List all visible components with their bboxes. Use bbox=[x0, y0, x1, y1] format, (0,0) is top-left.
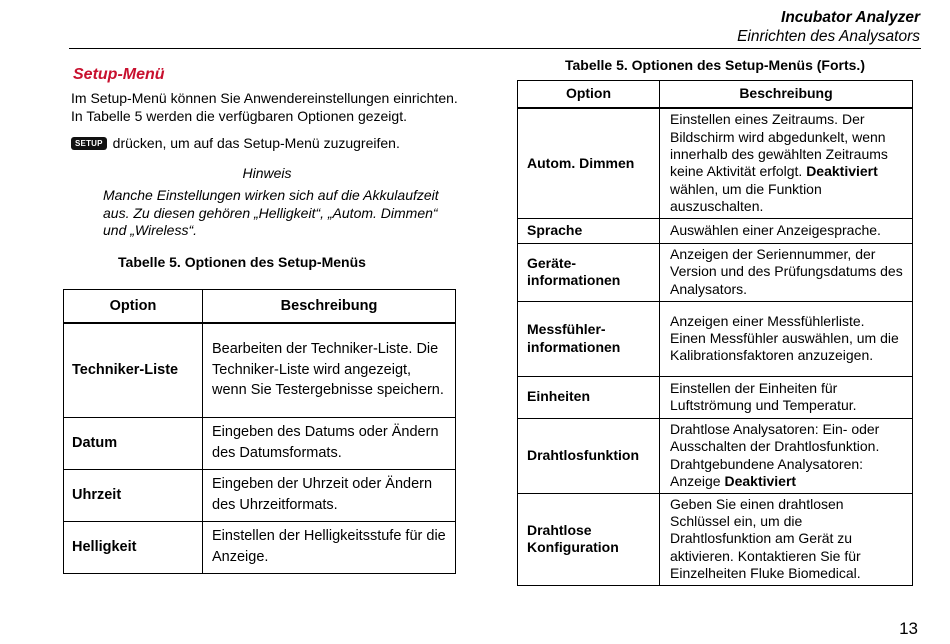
description-cell: Drahtlose Analysatoren: Ein- oder Ausschalten der Drahtlosfunktion. Drahtgebundene Analysatoren: Anzeige Deaktiviert bbox=[660, 418, 913, 493]
table-row bbox=[518, 376, 913, 418]
table-header-row bbox=[64, 290, 456, 324]
setup-options-table-continued bbox=[517, 80, 913, 586]
deactivated-label: Deaktiviert bbox=[806, 163, 878, 180]
table-row bbox=[64, 417, 456, 469]
intro-paragraph: Im Setup-Menü können Sie Anwendereinstellungen einrichten. In Tabelle 5 werden die verfügbaren Optionen gezeigt. bbox=[71, 90, 458, 124]
header-subtitle: Einrichten des Analysators bbox=[737, 28, 920, 45]
header-title: Incubator Analyzer bbox=[781, 9, 920, 26]
description-cell: Eingeben der Uhrzeit oder Ändern des Uhrzeitformats. bbox=[203, 469, 456, 521]
setup-options-table bbox=[63, 289, 456, 574]
option-cell: Techniker-Liste bbox=[64, 323, 203, 417]
header-rule bbox=[69, 48, 921, 49]
setup-instruction bbox=[71, 135, 463, 151]
description-cell: Auswählen einer Anzeigesprache. bbox=[660, 218, 913, 243]
note-heading: Hinweis bbox=[242, 165, 292, 181]
deactivated-label: Deaktiviert bbox=[724, 472, 797, 489]
option-cell: Geräte- informationen bbox=[518, 243, 660, 301]
left-column bbox=[71, 64, 463, 270]
description-cell: Einstellen eines Zeitraums. Der Bildschirm wird abgedunkelt, wenn innerhalb des gewählten Zeitraums keine Aktivität erfolgt. Deaktiviert wählen, um die Funktion auszuschalten. bbox=[660, 108, 913, 218]
option-cell: Messfühler- informationen bbox=[518, 301, 660, 376]
column-header-description: Beschreibung bbox=[203, 290, 456, 324]
table-row bbox=[64, 469, 456, 521]
description-cell: Anzeigen einer Messfühlerliste. Einen Messfühler auswählen, um die Kalibrationsfaktoren anzuzeigen. bbox=[660, 301, 913, 376]
table-row bbox=[518, 493, 913, 585]
option-cell: Drahtlosfunktion bbox=[518, 418, 660, 493]
page-number: 13 bbox=[899, 619, 918, 638]
column-header-description: Beschreibung bbox=[660, 81, 913, 109]
table-row bbox=[518, 243, 913, 301]
option-cell: Sprache bbox=[518, 218, 660, 243]
note-text: Manche Einstellungen wirken sich auf die Akkulaufzeit aus. Zu diesen gehören „Helligkeit“, „Autom. Dimmen“ und „Wireless“. bbox=[103, 187, 439, 238]
setup-key-icon: SETUP bbox=[71, 137, 107, 150]
description-cell: Anzeigen der Seriennummer, der Version und des Prüfungsdatums des Analysators. bbox=[660, 243, 913, 301]
table-header-row bbox=[518, 81, 913, 109]
option-cell: Helligkeit bbox=[64, 521, 203, 573]
description-cell: Eingeben des Datums oder Ändern des Datumsformats. bbox=[203, 417, 456, 469]
table-row bbox=[518, 108, 913, 218]
option-cell: Autom. Dimmen bbox=[518, 108, 660, 218]
option-cell: Drahtlose Konfiguration bbox=[518, 493, 660, 585]
table-row bbox=[518, 301, 913, 376]
table-row bbox=[64, 521, 456, 573]
description-cell: Geben Sie einen drahtlosen Schlüssel ein, um die Drahtlosfunktion am Gerät zu aktivieren. Kontaktieren Sie für Einzelheiten Fluke Biomedical. bbox=[660, 493, 913, 585]
description-cell: Einstellen der Einheiten für Luftströmung und Temperatur. bbox=[660, 376, 913, 418]
option-cell: Einheiten bbox=[518, 376, 660, 418]
option-cell: Uhrzeit bbox=[64, 469, 203, 521]
table1-caption: Tabelle 5. Optionen des Setup-Menüs bbox=[118, 253, 366, 270]
description-cell: Einstellen der Helligkeitsstufe für die Anzeige. bbox=[203, 521, 456, 573]
table2-caption: Tabelle 5. Optionen des Setup-Menüs (Forts.) bbox=[565, 57, 865, 73]
option-cell: Datum bbox=[64, 417, 203, 469]
running-header bbox=[737, 8, 920, 46]
table-row bbox=[64, 323, 456, 417]
section-title: Setup-Menü bbox=[73, 66, 165, 83]
column-header-option: Option bbox=[64, 290, 203, 324]
description-cell: Bearbeiten der Techniker-Liste. Die Techniker-Liste wird angezeigt, wenn Sie Testergebnisse speichern. bbox=[203, 323, 456, 417]
column-header-option: Option bbox=[518, 81, 660, 109]
setup-instruction-text: drücken, um auf das Setup-Menü zuzugreifen. bbox=[112, 135, 400, 151]
table-row bbox=[518, 218, 913, 243]
table-row bbox=[518, 418, 913, 493]
